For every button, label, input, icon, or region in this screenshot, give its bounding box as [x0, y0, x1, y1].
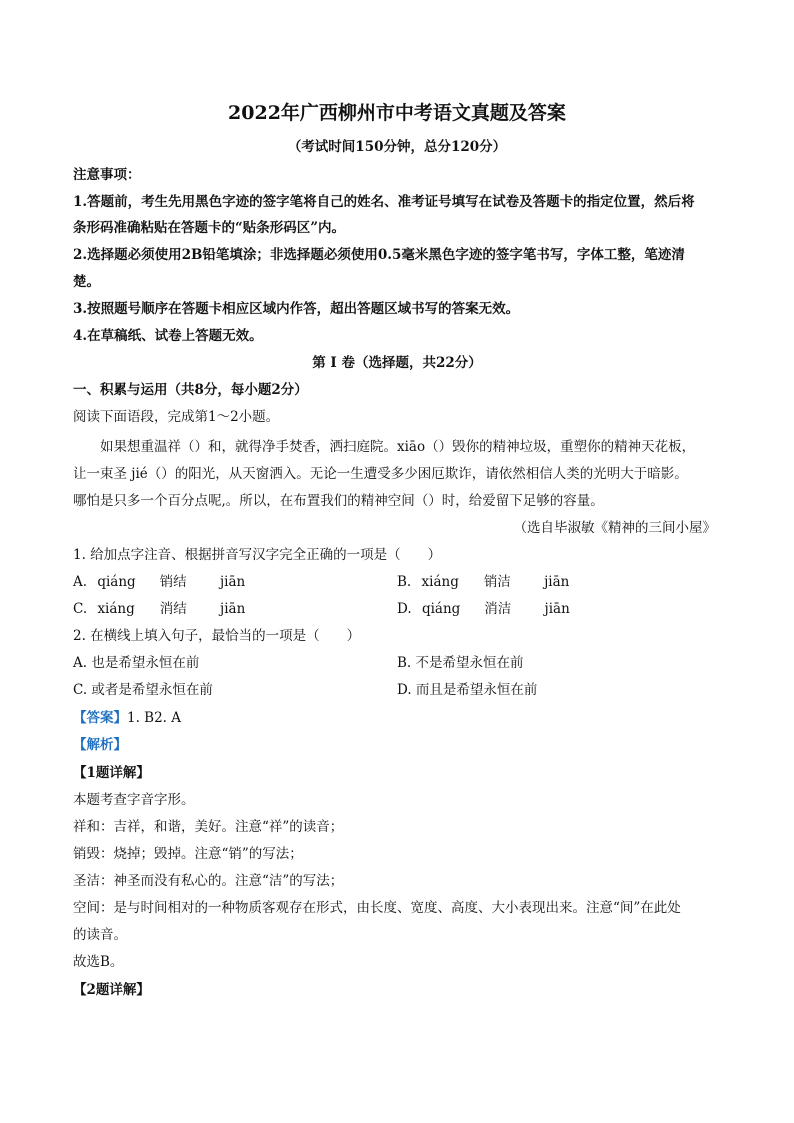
option-word: 消结 [159, 601, 187, 617]
option-label: C. [73, 601, 88, 617]
detail-line: 祥和：吉祥，和谐，美好。注意“祥”的读音； [73, 819, 344, 835]
option-word: 消洁 [484, 601, 512, 617]
passage-line: 如果想重温祥（）和，就得净手焚香，洒扫庭院。xiāo（）毁你的精神垃圾，重塑你的精神天花板， [100, 439, 696, 455]
option-label: A. [73, 574, 88, 590]
detail-2-heading: 【2题详解】 [73, 982, 150, 998]
option-word: 销结 [159, 574, 187, 590]
analysis-tag: 【解析】 [73, 737, 127, 753]
q1-option-a [73, 572, 245, 592]
option-pinyin: jiān [544, 574, 570, 590]
reading-instruction: 阅读下面语段，完成第1～2小题。 [73, 409, 280, 425]
notice-line: 3.按照题号顺序在答题卡相应区域内作答，超出答题区域书写的答案无效。 [73, 301, 520, 317]
notice-line: 条形码准确粘贴在答题卡的“贴条形码区”内。 [73, 220, 346, 236]
volume-heading: 第 Ⅰ 卷（选择题，共22分） [312, 355, 482, 371]
detail-line: 圣洁：神圣而没有私心的。注意“洁”的写法； [73, 873, 344, 889]
section-heading: 一、积累与运用（共8分，每小题2分） [73, 382, 308, 398]
q1-option-b [397, 572, 569, 592]
q2-option-a: A. 也是希望永恒在前 [73, 655, 200, 671]
detail-line: 故选B。 [73, 954, 124, 970]
answer-line [73, 708, 181, 728]
answer-tag: 【答案】 [73, 710, 127, 726]
passage-line: 让一束圣 jié（）的阳光，从天窗洒入。无论一生遭受多少困厄欺诈，请依然相信人类的光明大于暗影。 [73, 466, 688, 482]
detail-line: 本题考查字音字形。 [73, 792, 195, 808]
option-word: 销洁 [483, 574, 511, 590]
detail-1-heading: 【1题详解】 [73, 765, 150, 781]
option-pinyin: qiáng [97, 574, 136, 590]
document-title: 2022年广西柳州市中考语文真题及答案 [228, 102, 566, 124]
option-pinyin: jiān [220, 601, 246, 617]
option-pinyin: jiān [544, 601, 570, 617]
passage-line: 哪怕是只多一个百分点呢,。所以，在布置我们的精神空间（）时，给爱留下足够的容量。 [73, 493, 604, 509]
answer-value: 1. B2. A [127, 710, 182, 726]
q1-option-d [397, 599, 570, 619]
option-pinyin: xiáng [421, 574, 459, 590]
option-pinyin: xiáng [97, 601, 135, 617]
detail-line: 销毁：烧掉；毁掉。注意“销”的写法； [73, 846, 303, 862]
exam-info: （考试时间150分钟，总分120分） [287, 139, 507, 155]
detail-line: 的读音。 [73, 927, 127, 943]
notice-heading: 注意事项： [73, 167, 141, 183]
option-label: D. [397, 601, 412, 617]
q2-option-b: B. 不是希望永恒在前 [397, 655, 524, 671]
q2-option-c: C. 或者是希望永恒在前 [73, 682, 213, 698]
option-pinyin: qiáng [421, 601, 461, 617]
q2-option-d: D. 而且是希望永恒在前 [397, 682, 538, 698]
notice-line: 楚。 [73, 274, 100, 290]
question-2-stem: 2. 在横线上填入句子，最恰当的一项是（ ） [73, 628, 361, 644]
notice-line: 1.答题前，考生先用黑色字迹的签字笔将自己的姓名、准考证号填写在试卷及答题卡的指定位置，然后将 [73, 194, 695, 210]
passage-source: （选自毕淑敏《精神的三间小屋》 [513, 520, 716, 536]
q1-option-c [73, 599, 245, 619]
detail-line: 空间：是与时间相对的一种物质客观存在形式，由长度、宽度、高度、大小表现出来。注意“间”在此处 [73, 900, 681, 916]
notice-line: 2.选择题必须使用2B铅笔填涂；非选择题必须使用0.5毫米黑色字迹的签字笔书写，字体工整，笔迹清 [73, 247, 685, 263]
option-pinyin: jiān [219, 574, 246, 590]
option-label: B. [397, 574, 412, 590]
question-1-stem: 1. 给加点字注音、根据拼音写汉字完全正确的一项是（ ） [73, 547, 442, 563]
notice-line: 4.在草稿纸、试卷上答题无效。 [73, 328, 263, 344]
